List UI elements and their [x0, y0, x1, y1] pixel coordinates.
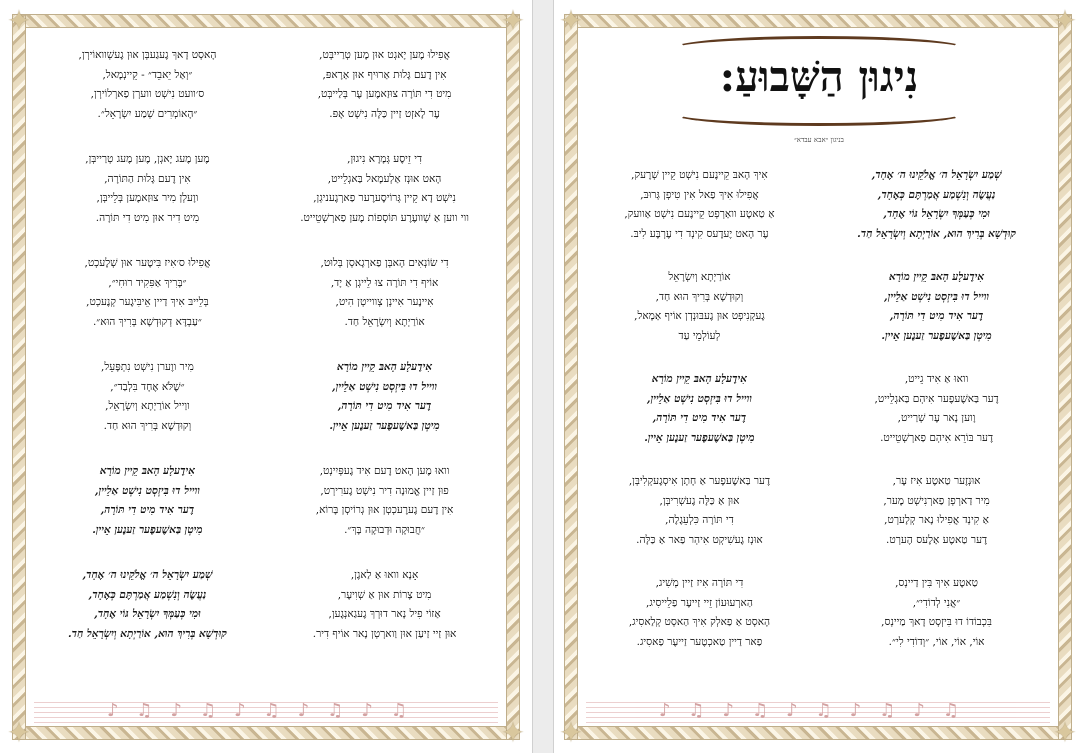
left-page: [4, 6, 528, 748]
verse-line: וְקוּדְשָׁא בְּרִיךְ הוּא חַד,: [655, 290, 744, 303]
verse-line: דֶער טַאטֶע אַלֶעס הֶערְט.: [886, 533, 988, 546]
stanza: [275, 46, 494, 124]
stanza: [275, 150, 494, 228]
verse-line: אִידֶעלָע הָאבּ קֵיין מוֹרָא: [336, 361, 433, 373]
stanza: [38, 46, 257, 124]
stanza: [38, 358, 257, 436]
verse-line: דֶער בּוֹרֵא אִיהְם פַארְשְׁטֵייט.: [880, 431, 994, 444]
stanza: [275, 462, 494, 540]
stanza: [275, 358, 494, 436]
verse-line: אִידֶעלָע הָאבּ קֵיין מוֹרָא: [888, 271, 985, 283]
verse-line: הָאט אוּנְז אַלְעמָאל בַּאגְלֵייט,: [327, 172, 442, 185]
page-gutter: [532, 0, 554, 753]
verse-line: ווַייל אוֹרַיְתָא וְיִשְׂרָאֵל,: [105, 400, 190, 412]
stanza: [275, 254, 494, 332]
verse-line: דֶער אִיד מִיט דִי תּוֹרָה,: [652, 412, 747, 424]
corner-ornament-icon: ✦: [1053, 4, 1077, 37]
page-title: נִיגוּן הַשָּׁבוּעַ:: [719, 52, 919, 101]
stanza: [590, 370, 809, 448]
verse-line: דֶער אִיד מִיט דִי תּוֹרָה,: [100, 504, 195, 516]
verse-line: ״שֶׁלֹּא אֶחָד בִּלְבַד״,: [110, 380, 185, 393]
verse-line: ווייל דוּ בִּיזְסְט נִישְׁט אַלֵיין,: [646, 392, 752, 405]
verse-line: וואוּ אַ אִיד גֵייט,: [904, 373, 969, 385]
verse-line: ווייל דוּ בִּיזְסְט נִישְׁט אַלֵיין,: [332, 380, 438, 393]
left-page-columns: [38, 46, 494, 688]
stanza: [590, 574, 809, 652]
verse-line: עֶר לָאזְט זַיין כַּלָּה נִישְׁט אָפּ.: [329, 107, 440, 120]
verse-line: אִין דֶעם גָּלוּת הַתּוֹרָה,: [104, 172, 191, 185]
music-notes-decoration-icon: ♪♫♪♫♪♫♪♫♪♫: [586, 698, 1050, 724]
rope-border-left: [12, 14, 26, 740]
stanza: [590, 268, 809, 346]
verse-line: שְׁמַע יִשְׂרָאֵל ה׳ אֱלֹקֵינוּ ה׳ אֶחָד,: [82, 569, 213, 581]
verse-line: דִי שׂוֹנְאִים הָאבְּן פַארְגָאסְן בְּלוּט,: [320, 257, 449, 269]
verse-line: אוֹרַיְתָא וְיִשְׂרָאֵל חַד.: [344, 315, 425, 328]
verse-line: מֶען מֶעג יָאגְן, מֶען מֶעג טְרַייבְּן,: [85, 153, 210, 165]
title-banner: [674, 32, 964, 132]
verse-line: הָאסְט אַ פַאלְק אִיךְ הַאסְט קְלַאסִיג,: [628, 616, 771, 628]
verse-line: וְקוּדְשָׁא בְּרִיךְ הוּא חַד.: [103, 419, 192, 432]
stanza: [827, 472, 1046, 550]
verse-line: אֲפִילוּ ס׳אִיז בִּיטֶער אוּן שְׁלֶעכְט,: [84, 257, 211, 269]
verse-line: אוּן זַיי זַיעַן אוּן וַוארְטְן נָאר אוֹיף דִיר.: [312, 627, 457, 640]
verse-line: דִי תּוֹרָה כִּלְעֵגֶלֶה,: [665, 514, 734, 526]
stanza: [38, 566, 257, 644]
verse-line: ווייל דוּ בִּיזְסְט נִישְׁט אַלֵיין,: [94, 484, 200, 497]
verse-line: מִיר ווֶערן נִישְׁט נִתְפָּעֵל,: [101, 361, 194, 373]
verse-line: ווייל דוּ בִּיזְסְט נִישְׁט אַלֵיין,: [884, 290, 990, 303]
rope-border-bottom: [564, 726, 1072, 740]
verse-line: פַאר דַיין טַאכְטֶער זַייעֶר פַאסִיג.: [636, 635, 763, 648]
verse-line: נַעֲשֶׂה וְנִשְׁמַע אֲמַרְתֶּם כְּאֶחָד,: [88, 588, 207, 601]
verse-line: אִידֶעלָע הָאבּ קֵיין מוֹרָא: [651, 373, 748, 385]
verse-line: אַזוֹי פִיל נָאר דוּרְךְ גֶעגַאנְגֶען,: [328, 608, 441, 620]
corner-ornament-icon: ✦: [7, 716, 31, 749]
verse-line: וּמִי כְּעַמְּךָ יִשְׂרָאֵל גּוֹי אֶחָד,: [94, 608, 201, 620]
verse-line: מִיטְן בַּאשֶׁעפֶער זַענֶען אֵיין.: [92, 523, 203, 536]
stanza: [590, 472, 809, 550]
rope-border-right: [1058, 14, 1072, 740]
verse-line: אוּן אַ כַּלָּה גֶעשְׁרִיבְּן,: [659, 494, 740, 507]
verse-line: אַ טַאטֶע וואַרְפְט קֵיינֶעם נִישְׁט אַוועק,: [624, 208, 775, 220]
verse-line: הָאסְט דָאךְ גֶעגַעבְּן אוּן גֶעשְׁוואוֹירְן,: [78, 49, 217, 61]
stanza: [275, 566, 494, 644]
corner-ornament-icon: ✦: [559, 4, 583, 37]
corner-ornament-icon: ✦: [1053, 716, 1077, 749]
verse-line: דֶער אִיד מִיט דִי תּוֹרָה,: [337, 400, 432, 412]
verse-line: אוּנְז גֶעשִׁיקְט אִיהְר פַאר אַ כַּלָּה.: [636, 533, 763, 546]
stanza: [827, 268, 1046, 346]
verse-line: אֲפִילוּ אִיךְ פַאל אִין טִיפְן גְּרוּבּ,: [640, 188, 759, 201]
verse-line: וּמִי כְּעַמְּךָ יִשְׂרָאֵל גּוֹי אֶחָד,: [883, 208, 990, 220]
verse-line: ס׳וועט נִישְׁט ווערְן פַארְלוֹירְן,: [90, 88, 205, 100]
scroll-ornament-bottom-icon: [674, 102, 964, 126]
verse-line: ווָעלְן מִיר צוּזַאמֶען בְּלֵייבְּן,: [96, 192, 199, 204]
verse-line: אוֹרַיְתָא וְיִשְׂרָאֵל: [668, 271, 731, 283]
verse-line: דִי זֵיסֶע גְּמָרָא נִיגוּן,: [347, 153, 423, 165]
stanza: [827, 574, 1046, 652]
rope-border-left: [564, 14, 578, 740]
right-page-right-column: [827, 166, 1046, 688]
verse-line: מִיט דִיר אוּן מִיט דִי תּוֹרָה.: [95, 211, 200, 224]
stanza: [827, 370, 1046, 448]
right-page-left-column: [590, 166, 809, 688]
verse-line: אַ קִינְד אֲפִילוּ נָאר קְלָערְט,: [884, 514, 989, 526]
verse-line: דִי תּוֹרָה אִיז זַיין מְשִׁיג,: [655, 577, 744, 589]
verse-line: קוּדְשָׁא בְּרִיךְ הוּא, אוֹרַיְתָא וְיִשְׂרָאֵל חַד.: [67, 627, 227, 640]
music-notes-decoration-icon: ♪♫♪♫♪♫♪♫♪♫: [34, 698, 498, 724]
verse-line: אִין דֶעם גָּלוּת אַרוּיף אוּן אַרָאפּ,: [322, 68, 447, 81]
stanza: [38, 254, 257, 332]
verse-line: מִיטְן בַּאשֶׁעפֶער זַענֶען אֵיין.: [881, 329, 992, 342]
verse-line: ״הָאוֹמְרִים שְׁמַע יִשְׂרָאֵל״.: [97, 107, 198, 120]
left-page-right-column: [275, 46, 494, 688]
verse-line: שְׁמַע יִשְׂרָאֵל ה׳ אֱלֹקֵינוּ ה׳ אֶחָד,: [871, 169, 1002, 181]
right-page-columns: [590, 166, 1046, 688]
verse-line: מִיט צָרוֹת אוּן אַ שְׁוִיעֶר,: [337, 588, 432, 601]
verse-line: דֶער בַּאשֶׁעפֶער אַ חָתָן אִיסְגֶעקְלִיבְּן,: [628, 475, 771, 487]
corner-ornament-icon: ✦: [501, 716, 525, 749]
rope-border-right: [506, 14, 520, 740]
right-page: [556, 6, 1080, 748]
verse-line: בְּלֵייבּ אִיךְ דַיין אֵיבִּיגֶער קְנֶעכְט,: [86, 296, 209, 308]
verse-line: וָוען נָאר עֶר שְׁרַייט,: [897, 412, 976, 424]
verse-line: אוֹי, אוֹי, אוֹי, ״וְדוֹדִי לִי״.: [888, 635, 985, 648]
verse-line: אִיינֶער אִיינְן צְווייטְן הִיט,: [335, 296, 434, 308]
melody-note: בניגון ״אבא עבדא״: [794, 136, 844, 144]
verse-line: עֶר הָאט יֶעדֶעס קִינְד דִי עֶרְבֶּע לִיבּ.: [630, 227, 769, 240]
verse-line: אוּנְזֶער טַאטֶע אִיז עֶר,: [892, 475, 981, 487]
verse-line: בִּכְבוֹדוֹ דוּ בִּיזְסְט דָאךְ מַיינְס,: [881, 616, 992, 628]
verse-line: קוּדְשָׁא בְּרִיךְ הוּא, אוֹרַיְתָא וְיִשְׂרָאֵל חַד.: [857, 227, 1017, 240]
verse-line: ״עַבְדָּא דְקוּדְשָׁא בְּרִיךְ הוּא״.: [92, 315, 202, 328]
verse-line: טַאטֶע אִיךְ בִּין דַיינְס,: [895, 577, 979, 589]
verse-line: וואוּ מֶען הָאט דֶעם אִיד גֶעפְּיִינְט,: [319, 465, 450, 477]
stanza: [590, 166, 809, 244]
verse-line: נִישְׁט דָא קֵיין גְּרוֹיסֶערֶער פַארְגֶעניגְן,: [313, 192, 456, 204]
corner-ornament-icon: ✦: [7, 4, 31, 37]
stanza: [827, 166, 1046, 244]
stanza: [38, 462, 257, 540]
rope-border-bottom: [12, 726, 520, 740]
verse-line: ווי ווען אַ שְׁוועֶרֶע תּוֹסְפוֹת מֶען פַארְשְׁטֵייט.: [300, 211, 469, 224]
verse-line: הַארְעוּעוֹן זֵיי זַייעֶר פַלֵייסִיג,: [646, 596, 753, 609]
verse-line: לְעוֹלְמֵי עַד: [678, 329, 721, 342]
verse-line: מִיטְן בַּאשֶׁעפֶער זַענֶען אֵיין.: [644, 431, 755, 444]
verse-line: מִיט דִי תּוֹרָה צוּזַאמֶען עֶר בְּלַייבְּט,: [317, 88, 452, 100]
verse-line: אוֹיף דִי תּוֹרָה צוּ לֵייגְן אַ יָד,: [330, 276, 439, 289]
corner-ornament-icon: ✦: [501, 4, 525, 37]
stanza: [38, 150, 257, 228]
verse-line: ״אֲנִי לְדוֹדִי״,: [912, 596, 961, 609]
verse-line: ״חֲבוּקָה וּדְבוּקָה בָּךְ״.: [344, 523, 426, 536]
verse-line: דֶער אִיד מִיט דִי תּוֹרָה,: [889, 310, 984, 322]
left-page-left-column: [38, 46, 257, 688]
verse-line: דֶער בַּאשֶׁעפֶער אִיהְם בַּאגְלֵייט,: [874, 392, 999, 405]
verse-line: אִין דֶעם גֶערֶעכְטְן אוּן גְרוֹיסְן בָּרוֹא,: [315, 504, 454, 516]
verse-line: מִיר דַארְפְן פַארְנִישְׁט מֶער,: [883, 494, 990, 507]
verse-line: אִיךְ הָאבּ קֵיינֶעם נִישְׁט קֵיין שְׁרֶעק,: [631, 169, 768, 181]
verse-line: ״בָּרִיךְ אַפִּקִיד רוּחִי״,: [108, 276, 187, 289]
verse-line: נַעֲשֶׂה וְנִשְׁמַע אֲמַרְתֶּם כְּאֶחָד,: [877, 188, 996, 201]
corner-ornament-icon: ✦: [559, 716, 583, 749]
verse-line: גֶעקְנִיפְט אוּן גֶעבּוּנְדְן אוֹיף אַמָאל,: [634, 310, 765, 322]
verse-line: מִיטְן בַּאשֶׁעפֶער זַענֶען אֵיין.: [329, 419, 440, 432]
verse-line: אֲפִילוּ מֶען יָאגְט אוּן מֶען טְרַייבְּט,: [319, 49, 450, 61]
rope-border-top: [12, 14, 520, 28]
verse-line: פוּן זַיין אֱמוּנָה דִיר נִישְׁט גֶערִירְט,: [320, 484, 449, 497]
verse-line: אִידֶעלָע הָאבּ קֵיין מוֹרָא: [99, 465, 196, 477]
verse-line: ״וְאַל יֵאבֵד״ - קֵיינְמָאל,: [102, 68, 193, 81]
verse-line: אָנָא וואוּ אַ לַאגֶן,: [350, 569, 419, 581]
rope-border-top: [564, 14, 1072, 28]
